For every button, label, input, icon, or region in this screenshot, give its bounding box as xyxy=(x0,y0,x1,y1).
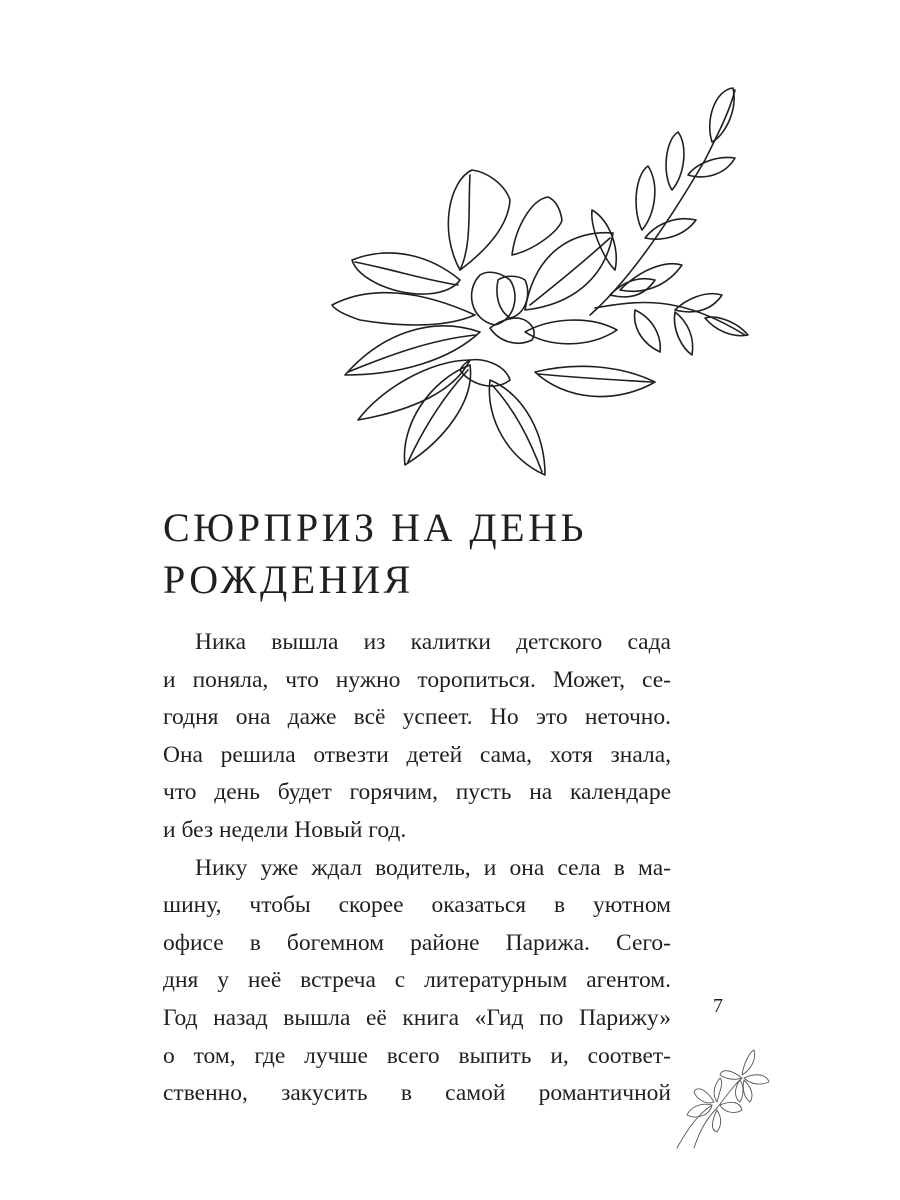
text-line: о том, где лучше всего выпить и, соответ- xyxy=(163,1042,671,1069)
text-line: и без недели Новый год. xyxy=(163,816,407,843)
text-line: Ника вышла из калитки детского сада xyxy=(195,629,671,655)
text-line: Год назад вышла её книга «Гид по Парижу» xyxy=(163,1004,671,1031)
text-line: что день будет горячим, пусть на календаре xyxy=(163,779,671,806)
chapter-title xyxy=(163,502,683,606)
page-number: 7 xyxy=(713,995,723,1017)
chapter-body-text xyxy=(163,624,671,1113)
text-line: и поняла, что нужно торопиться. Может, се- xyxy=(163,666,671,693)
text-line: Нику уже ждал водитель, и она села в ма- xyxy=(195,854,671,881)
text-line: шину, чтобы скорее оказаться в уютном xyxy=(163,892,671,919)
text-line: Она решила отвезти детей сама, хотя знала, xyxy=(163,741,671,768)
text-line: дня у неё встреча с литературным агентом. xyxy=(163,967,671,994)
text-line: ственно, закусить в самой романтичной xyxy=(163,1080,671,1107)
magnolia-flower-icon xyxy=(320,80,760,480)
small-flowers-icon xyxy=(672,1030,772,1150)
chapter-title-line-1: СЮРПРИЗ НА ДЕНЬ xyxy=(163,505,587,550)
text-line: годня она даже всё успеет. Но это неточно. xyxy=(163,704,671,731)
chapter-title-line-2: РОЖДЕНИЯ xyxy=(163,557,414,602)
text-line: офисе в богемном районе Парижа. Сего- xyxy=(163,929,671,956)
